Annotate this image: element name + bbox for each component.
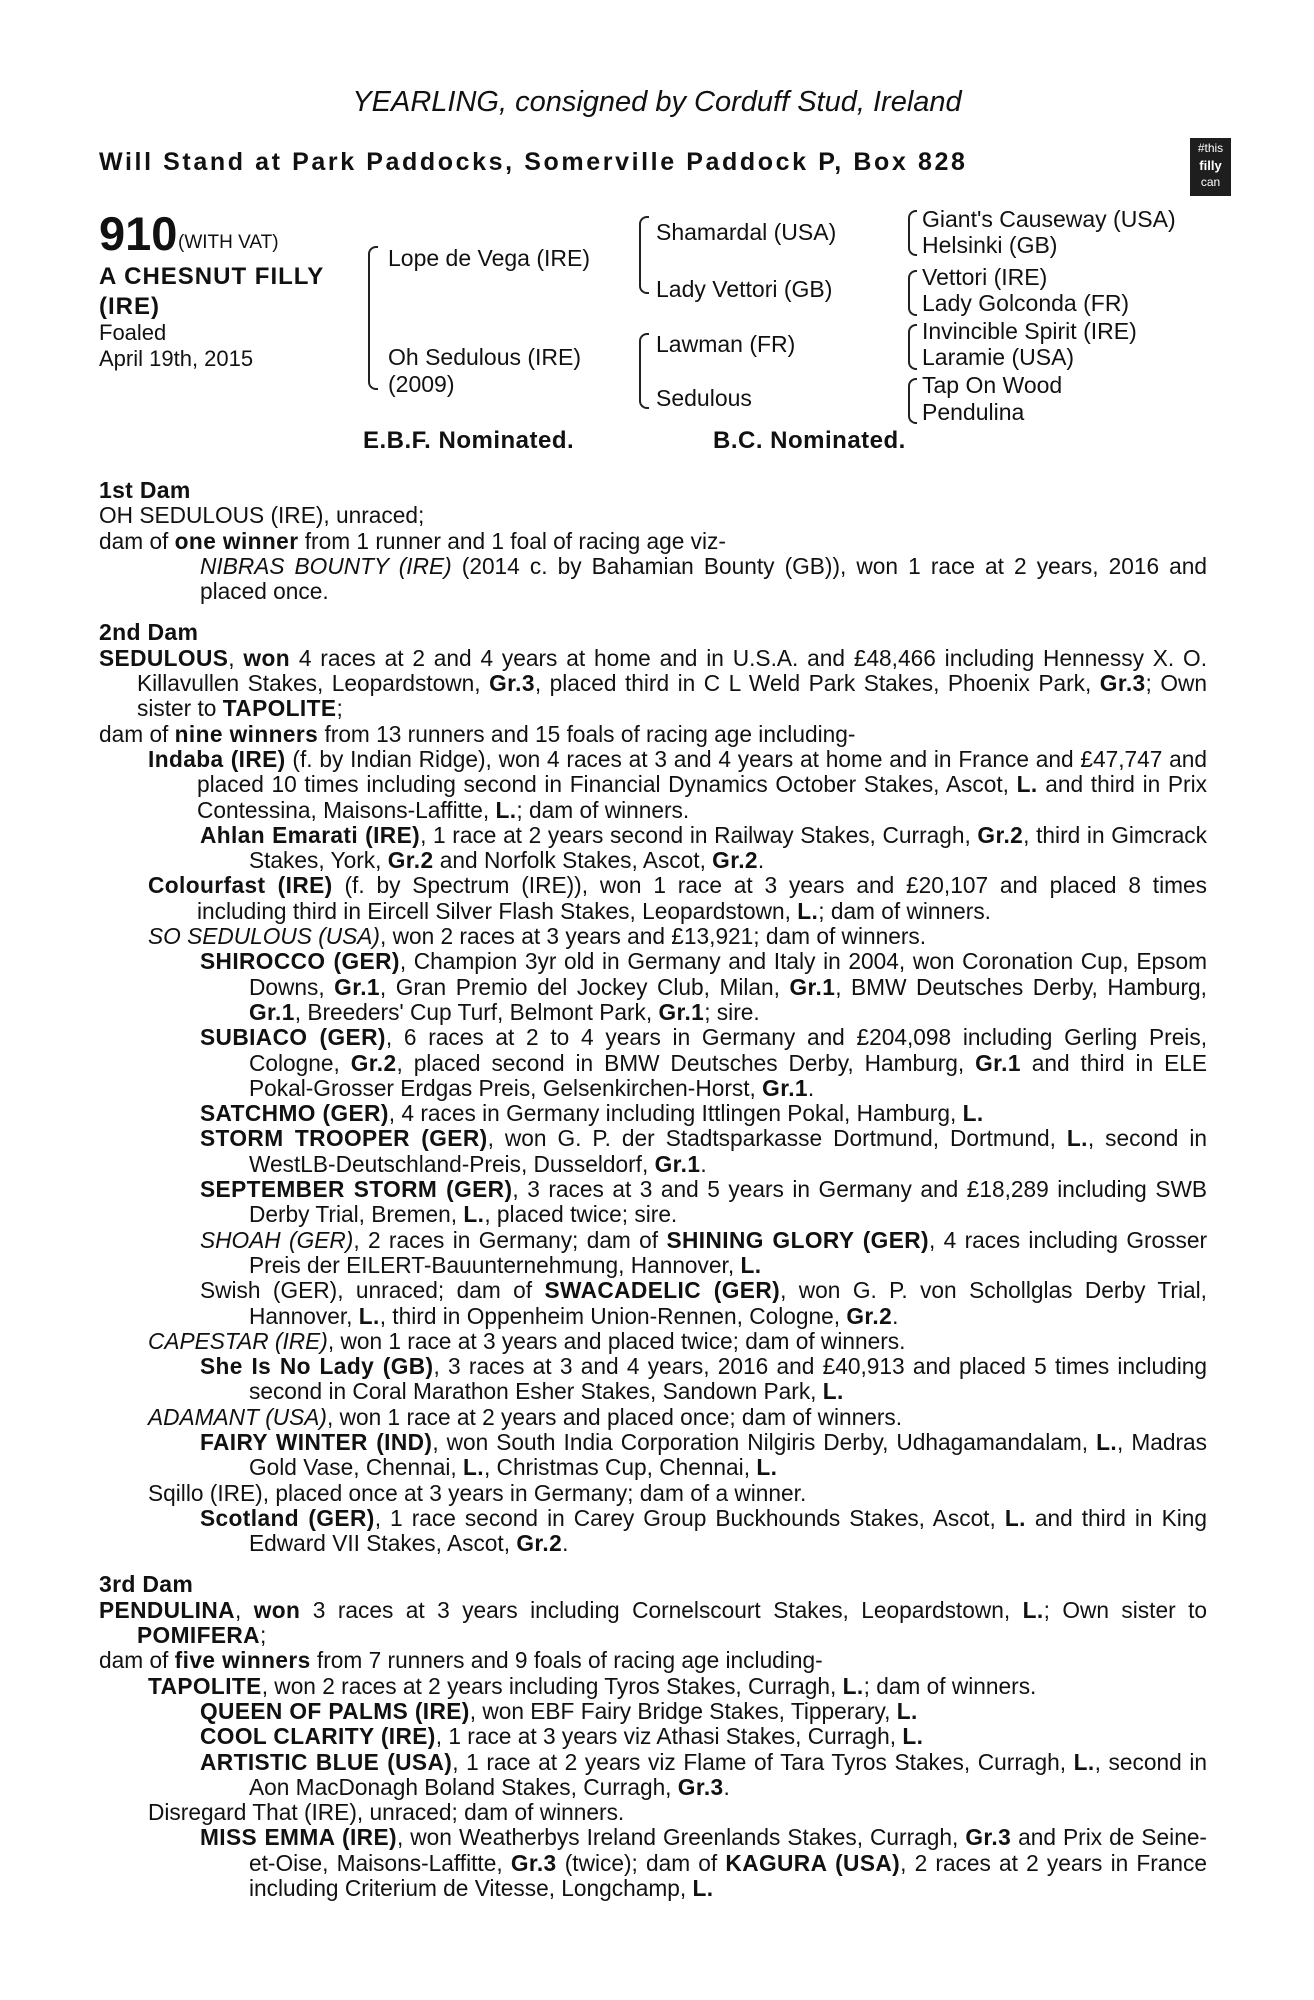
produce-entry: Ahlan Emarati (IRE), 1 race at 2 years second in Railway Stakes, Curragh, Gr.2, third in Gimcrack Stakes, York, Gr.2 and Norfolk Stakes, Ascot, Gr.2. [200,821,1207,874]
badge-line-2: filly [1199,158,1222,173]
produce-entry: FAIRY WINTER (IND), won South India Corporation Nilgiris Derby, Udhagamandalam, L., Madras Gold Vase, Chennai, L., Christmas Cup, Chennai, L. [200,1428,1207,1481]
gen3-5: Invincible Spirit (IRE) [922,318,1137,344]
third-dam-entry: PENDULINA, won 3 races at 3 years including Cornelscourt Stakes, Leopardstown, L.; Own sister to POMIFERA; [99,1596,1207,1649]
gen3-2: Helsinki (GB) [922,232,1058,258]
produce-entry: Scotland (GER), 1 race second in Carey Group Buckhounds Stakes, Ascot, L. and third in King Edward VII Stakes, Ascot, Gr.2. [200,1504,1207,1557]
heading-2nd-dam: 2nd Dam [99,619,199,646]
produce-entry: STORM TROOPER (GER), won G. P. der Stadtsparkasse Dortmund, Dortmund, L., second in WestLB-Deutschland-Preis, Dusseldorf, Gr.1. [200,1125,1207,1177]
second-dam-summary: dam of nine winners from 13 runners and 15 foals of racing age including- [99,720,856,747]
dam-entry: OH SEDULOUS (IRE), unraced; [99,502,425,529]
sire-sire: Shamardal (USA) [656,219,837,245]
dam-produce-summary: dam of one winner from 1 runner and 1 foal of racing age viz- [99,527,726,554]
gen3-brace-3 [908,324,917,370]
vat-note: (WITH VAT) [178,232,279,253]
produce-entry: MISS EMMA (IRE), won Weatherbys Ireland Greenlands Stakes, Curragh, Gr.3 and Prix de Seine-et-Oise, Maisons-Laffitte, Gr.3 (twice); dam of KAGURA (USA), 2 races at 2 years in France including Criterium de Vitesse, Longchamp, L. [200,1824,1208,1902]
produce-entry: SO SEDULOUS (USA), won 2 races at 3 years and £13,921; dam of winners. [148,923,927,950]
produce-entry: SEPTEMBER STORM (GER), 3 races at 3 and 5 years in Germany and £18,289 including SWB Derby Trial, Bremen, L., placed twice; sire. [200,1176,1207,1228]
produce-entry: NIBRAS BOUNTY (IRE) (2014 c. by Bahamian Bounty (GB)), won 1 race at 2 years, 2016 and placed once. [200,552,1207,605]
produce-entry: ADAMANT (USA), won 1 race at 2 years and placed once; dam of winners. [148,1403,903,1430]
gen3-7: Tap On Wood [922,372,1063,398]
produce-entry: She Is No Lady (GB), 3 races at 3 and 4 years, 2016 and £40,913 and placed 5 times including second in Coral Marathon Esher Stakes, Sandown Park, L. [200,1353,1207,1405]
heading-1st-dam: 1st Dam [99,477,191,503]
consignor-line: YEARLING, consigned by Corduff Stud, Ireland [352,86,962,118]
produce-entry: Swish (GER), unraced; dam of SWACADELIC (GER), won G. P. von Schollglas Derby Trial, Hannover, L., third in Oppenheim Union-Rennen, Cologne, Gr.2. [200,1277,1207,1329]
ebf-nominated: E.B.F. Nominated. [363,427,575,454]
badge-line-3: can [1200,175,1221,189]
produce-entry: Sqillo (IRE), placed once at 3 years in Germany; dam of a winner. [148,1479,807,1506]
hashtag-badge [1190,138,1231,196]
produce-entry: ARTISTIC BLUE (USA), 1 race at 2 years viz Flame of Tara Tyros Stakes, Curragh, L., second in Aon MacDonagh Boland Stakes, Curragh, Gr.3. [200,1748,1207,1800]
produce-entry: CAPESTAR (IRE), won 1 race at 3 years and placed twice; dam of winners. [148,1327,906,1354]
gen3-6: Laramie (USA) [922,344,1075,370]
produce-entry: SATCHMO (GER), 4 races in Germany including Ittlingen Pokal, Hamburg, L. [200,1100,984,1127]
foaled-date: April 19th, 2015 [99,346,254,371]
lot-number: 910 [99,207,178,260]
sire-line-brace [639,216,649,294]
horse-name: A CHESNUT FILLY (IRE) [99,263,324,320]
dam-line-brace [639,333,649,409]
sire-dam: Lady Vettori (GB) [656,276,833,302]
produce-entry: COOL CLARITY (IRE), 1 race at 3 years viz Athasi Stakes, Curragh, L. [200,1723,924,1750]
produce-entry: Disregard That (IRE), unraced; dam of winners. [148,1799,625,1826]
gen3-8: Pendulina [922,399,1025,425]
third-dam-summary: dam of five winners from 7 runners and 9 foals of racing age including- [99,1647,823,1674]
gen3-4: Lady Golconda (FR) [922,290,1130,316]
dam-year: (2009) [388,371,455,397]
produce-entry: Indaba (IRE) (f. by Indian Ridge), won 4 races at 3 and 4 years at home and in France and £47,747 and placed 10 times including second in Financial Dynamics October Stakes, Ascot, L. and third in Prix Contessina, Maisons-Laffitte, L.; dam of winners. [148,745,1207,823]
bc-nominated: B.C. Nominated. [713,427,906,454]
produce-entry: TAPOLITE, won 2 races at 2 years including Tyros Stakes, Curragh, L.; dam of winners. [148,1672,1037,1699]
produce-entry: SUBIACO (GER), 6 races at 2 to 4 years in Germany and £204,098 including Gerling Preis, Cologne, Gr.2, placed second in BMW Deutsches Derby, Hamburg, Gr.1 and third in ELE Pokal-Grosser Erdgas Preis, Gelsenkirchen-Horst, Gr.1. [200,1024,1207,1101]
dam-dam: Sedulous [656,385,752,411]
gen3-brace-1 [908,210,917,256]
produce-entry: SHIROCCO (GER), Champion 3yr old in Germany and Italy in 2004, won Coronation Cup, Epsom Downs, Gr.1, Gran Premio del Jockey Club, Milan, Gr.1, BMW Deutsches Derby, Hamburg, Gr.1, Breeders' Cup Turf, Belmont Park, Gr.1; sire. [200,948,1207,1025]
sire: Lope de Vega (IRE) [388,245,591,271]
heading-3rd-dam: 3rd Dam [99,1571,194,1598]
produce-entry: SHOAH (GER), 2 races in Germany; dam of SHINING GLORY (GER), 4 races including Grosser Preis der EILERT-Bauunternehmung, Hannover, L. [200,1226,1208,1278]
stand-location: Will Stand at Park Paddocks, Somerville Paddock P, Box 828 [99,148,968,176]
badge-line-1: #this [1197,141,1224,155]
gen3-1: Giant's Causeway (USA) [922,206,1176,232]
catalogue-body [99,478,1207,1901]
foaled-label: Foaled [99,320,167,345]
produce-entry: QUEEN OF PALMS (IRE), won EBF Fairy Bridge Stakes, Tipperary, L. [200,1697,918,1724]
produce-entry: Colourfast (IRE) (f. by Spectrum (IRE)), won 1 race at 3 years and £20,107 and placed 8 times including third in Eircell Silver Flash Stakes, Leopardstown, L.; dam of winners. [148,872,1207,924]
second-dam-entry: SEDULOUS, won 4 races at 2 and 4 years at home and in U.S.A. and £48,466 including Hennessy X. O. Killavullen Stakes, Leopardstown, Gr.3, placed third in C L Weld Park Stakes, Phoenix Park, Gr.3; Own sister to TAPOLITE; [99,644,1207,722]
dam: Oh Sedulous (IRE) [388,344,582,370]
dam-sire: Lawman (FR) [656,331,796,357]
gen3-brace-2 [908,270,917,316]
gen3-brace-4 [908,378,917,424]
sire-dam-brace [368,246,378,390]
gen3-3: Vettori (IRE) [922,264,1048,290]
